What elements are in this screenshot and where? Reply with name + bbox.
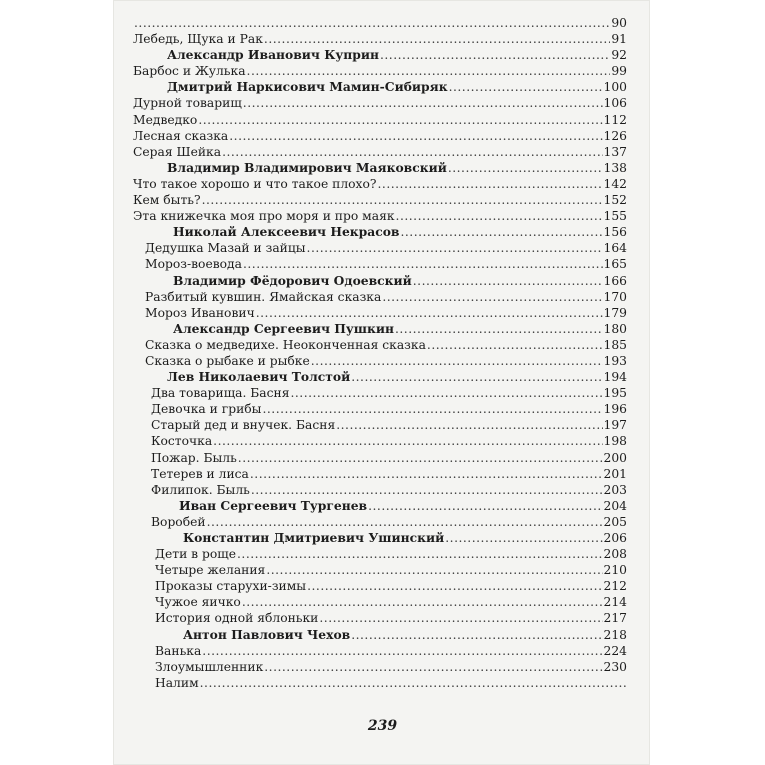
toc-entry-title: Сказка о рыбаке и рыбке: [145, 353, 310, 368]
toc-leader-dots: [351, 627, 602, 643]
toc-entry-title: Старый дед и внучек. Басня: [151, 418, 336, 433]
toc-leader-dots: [307, 240, 603, 256]
toc-page-number: 100: [603, 80, 627, 95]
toc-entry-title: Эта книжечка моя про моря и про маяк: [133, 209, 395, 224]
toc-leader-dots: [448, 160, 603, 176]
toc-entry: [133, 482, 627, 498]
toc-entry-title: Чужое яичко: [155, 595, 241, 610]
toc-author-name: Александр Сергеевич Пушкин: [173, 320, 394, 336]
toc-entry-title: Мороз-воевода: [145, 257, 242, 272]
toc-entry: [133, 594, 627, 610]
toc-leader-dots: [243, 95, 603, 111]
toc-leader-dots: [396, 208, 603, 224]
toc-author-heading: [133, 47, 627, 63]
toc-author-name: Владимир Фёдорович Одоевский: [173, 272, 412, 288]
toc-page-number: 137: [603, 144, 627, 159]
toc-author-name: Дмитрий Наркисович Мамин-Сибиряк: [167, 79, 448, 95]
toc-leader-dots: [134, 15, 610, 31]
toc-entry: [133, 659, 627, 675]
toc-page-number: 142: [603, 176, 627, 191]
toc-page-number: 208: [603, 547, 627, 562]
toc-entry: [133, 192, 627, 208]
toc-page-number: 106: [603, 96, 627, 111]
toc-entry-title: История одной яблоньки: [155, 611, 319, 626]
toc-leader-dots: [237, 546, 603, 562]
toc-page-number: 99: [611, 64, 627, 79]
toc-leader-dots: [449, 79, 603, 95]
toc-author-name: Владимир Владимирович Маяковский: [167, 159, 447, 175]
toc-entry-title: Лесная сказка: [133, 128, 229, 143]
toc-leader-dots: [380, 47, 610, 63]
toc-author-heading: [133, 224, 627, 240]
table-of-contents: [133, 15, 627, 691]
toc-entry: [133, 337, 627, 353]
toc-entry: [133, 15, 627, 31]
toc-leader-dots: [413, 273, 603, 289]
toc-entry: [133, 578, 627, 594]
toc-page-number: 152: [603, 193, 627, 208]
toc-entry-title: Дурной товарищ: [133, 96, 242, 111]
toc-leader-dots: [207, 514, 603, 530]
toc-leader-dots: [336, 417, 602, 433]
toc-leader-dots: [264, 659, 602, 675]
toc-entry: [133, 450, 627, 466]
toc-page-number: 210: [603, 563, 627, 578]
toc-leader-dots: [378, 176, 603, 192]
toc-leader-dots: [200, 675, 626, 691]
toc-leader-dots: [266, 562, 602, 578]
toc-leader-dots: [290, 385, 602, 401]
toc-page-number: 206: [603, 531, 627, 545]
toc-author-heading: [133, 160, 627, 176]
toc-entry-title: Что такое хорошо и что такое плохо?: [133, 176, 377, 191]
toc-entry-title: Налим: [155, 675, 199, 690]
toc-page-number: 193: [603, 353, 627, 368]
toc-entry: [133, 176, 627, 192]
toc-leader-dots: [213, 433, 602, 449]
toc-leader-dots: [238, 450, 603, 466]
toc-page-number: 126: [603, 128, 627, 143]
toc-page-number: 196: [603, 402, 627, 417]
toc-author-heading: [133, 321, 627, 337]
toc-leader-dots: [229, 128, 602, 144]
toc-leader-dots: [202, 192, 603, 208]
toc-leader-dots: [445, 530, 602, 546]
toc-entry-title: Барбос и Жулька: [133, 64, 246, 79]
toc-page-number: 155: [603, 209, 627, 224]
toc-leader-dots: [251, 482, 603, 498]
toc-leader-dots: [351, 369, 602, 385]
toc-entry-title: Мороз Иванович: [145, 305, 255, 320]
toc-author-name: Иван Сергеевич Тургенев: [179, 497, 368, 513]
toc-entry-title: Серая Шейка: [133, 144, 222, 159]
toc-entry-title: Дедушка Мазай и зайцы: [145, 241, 306, 256]
toc-entry: [133, 385, 627, 401]
toc-entry-title: Лебедь, Щука и Рак: [133, 32, 263, 47]
toc-leader-dots: [262, 401, 602, 417]
toc-entry: [133, 208, 627, 224]
toc-entry: [133, 112, 627, 128]
toc-author-heading: [133, 498, 627, 514]
toc-entry: [133, 289, 627, 305]
toc-leader-dots: [247, 63, 611, 79]
toc-entry: [133, 240, 627, 256]
toc-page-number: 195: [603, 386, 627, 401]
toc-entry-title: Ванька: [155, 643, 202, 658]
toc-author-name: Константин Дмитриевич Ушинский: [183, 530, 445, 545]
toc-page-number: 198: [603, 434, 627, 449]
toc-page-number: 224: [603, 643, 627, 658]
toc-leader-dots: [311, 353, 603, 369]
toc-entry-title: Злоумышленник: [155, 659, 264, 674]
toc-page-number: 180: [603, 321, 627, 336]
toc-leader-dots: [395, 321, 603, 337]
toc-entry-title: Косточка: [151, 434, 213, 449]
toc-entry-title: Два товарища. Басня: [151, 386, 290, 401]
toc-leader-dots: [202, 643, 602, 659]
toc-page-number: 214: [603, 595, 627, 610]
toc-entry: [133, 610, 627, 626]
toc-page-number: 194: [603, 370, 627, 385]
toc-page-number: 197: [603, 418, 627, 433]
toc-page-number: 218: [603, 627, 627, 642]
toc-author-name: Лев Николаевич Толстой: [167, 369, 351, 385]
toc-page-number: 166: [603, 273, 627, 288]
toc-page-number: 90: [611, 16, 627, 30]
toc-leader-dots: [319, 610, 602, 626]
toc-page-number: 203: [603, 482, 627, 497]
toc-leader-dots: [256, 305, 603, 321]
toc-entry: [133, 433, 627, 449]
toc-leader-dots: [427, 337, 603, 353]
toc-entry: [133, 466, 627, 482]
toc-page-number: 112: [603, 112, 627, 127]
toc-entry: [133, 256, 627, 272]
toc-page-number: 179: [603, 305, 627, 320]
toc-page-number: 138: [603, 160, 627, 175]
toc-author-heading: [133, 530, 627, 546]
toc-entry: [133, 95, 627, 111]
toc-entry: [133, 31, 627, 47]
toc-leader-dots: [242, 594, 603, 610]
toc-entry: [133, 514, 627, 530]
toc-page-number: 217: [603, 611, 627, 626]
toc-entry: [133, 63, 627, 79]
toc-page-number: 170: [603, 289, 627, 304]
toc-entry-title: Сказка о медведихе. Неоконченная сказка: [145, 337, 426, 352]
toc-entry-title: Филипок. Быль: [151, 482, 250, 497]
toc-leader-dots: [400, 224, 602, 240]
toc-author-name: Николай Алексеевич Некрасов: [173, 224, 400, 240]
toc-author-name: Александр Иванович Куприн: [167, 47, 379, 63]
toc-entry-title: Кем быть?: [133, 193, 201, 208]
toc-page-number: 91: [611, 32, 627, 47]
toc-entry: [133, 562, 627, 578]
toc-leader-dots: [264, 31, 610, 47]
toc-page-number: 201: [603, 466, 627, 481]
toc-page-number: 165: [603, 257, 627, 272]
toc-entry-title: Тетерев и лиса: [151, 466, 249, 481]
toc-page-number: 92: [611, 48, 627, 63]
toc-entry-title: Разбитый кувшин. Ямайская сказка: [145, 289, 382, 304]
toc-entry: [133, 305, 627, 321]
toc-entry-title: Четыре желания: [155, 563, 266, 578]
toc-entry: [133, 144, 627, 160]
toc-page-number: 185: [603, 337, 627, 352]
toc-entry: [133, 401, 627, 417]
toc-author-heading: [133, 273, 627, 289]
toc-leader-dots: [368, 498, 602, 514]
toc-author-name: Антон Павлович Чехов: [183, 626, 351, 642]
toc-page-number: 164: [603, 241, 627, 256]
toc-entry: [133, 417, 627, 433]
toc-leader-dots: [198, 112, 602, 128]
toc-page-number: 212: [603, 579, 627, 594]
toc-entry: [133, 546, 627, 562]
toc-leader-dots: [307, 578, 602, 594]
toc-entry-title: Девочка и грибы: [151, 402, 262, 417]
toc-leader-dots: [222, 144, 602, 160]
toc-entry-title: Медведко: [133, 112, 198, 127]
toc-entry-title: Воробей: [151, 514, 206, 529]
toc-entry-title: Проказы старухи-зимы: [155, 579, 307, 594]
toc-leader-dots: [243, 256, 603, 272]
toc-page-number: 204: [603, 498, 627, 513]
toc-leader-dots: [382, 289, 602, 305]
toc-page-number: 156: [603, 225, 627, 240]
toc-page-number: 205: [603, 514, 627, 529]
toc-author-heading: [133, 627, 627, 643]
toc-leader-dots: [250, 466, 603, 482]
toc-entry: [133, 643, 627, 659]
toc-page-number: 200: [603, 450, 627, 465]
toc-author-heading: [133, 369, 627, 385]
toc-entry: [133, 128, 627, 144]
page-number: 239: [367, 718, 398, 734]
toc-page-number: 230: [603, 659, 627, 674]
toc-entry: [133, 675, 627, 691]
toc-entry-title: Пожар. Быль: [151, 450, 237, 465]
toc-author-heading: [133, 79, 627, 95]
toc-entry: [133, 353, 627, 369]
toc-entry-title: Дети в роще: [155, 547, 236, 562]
